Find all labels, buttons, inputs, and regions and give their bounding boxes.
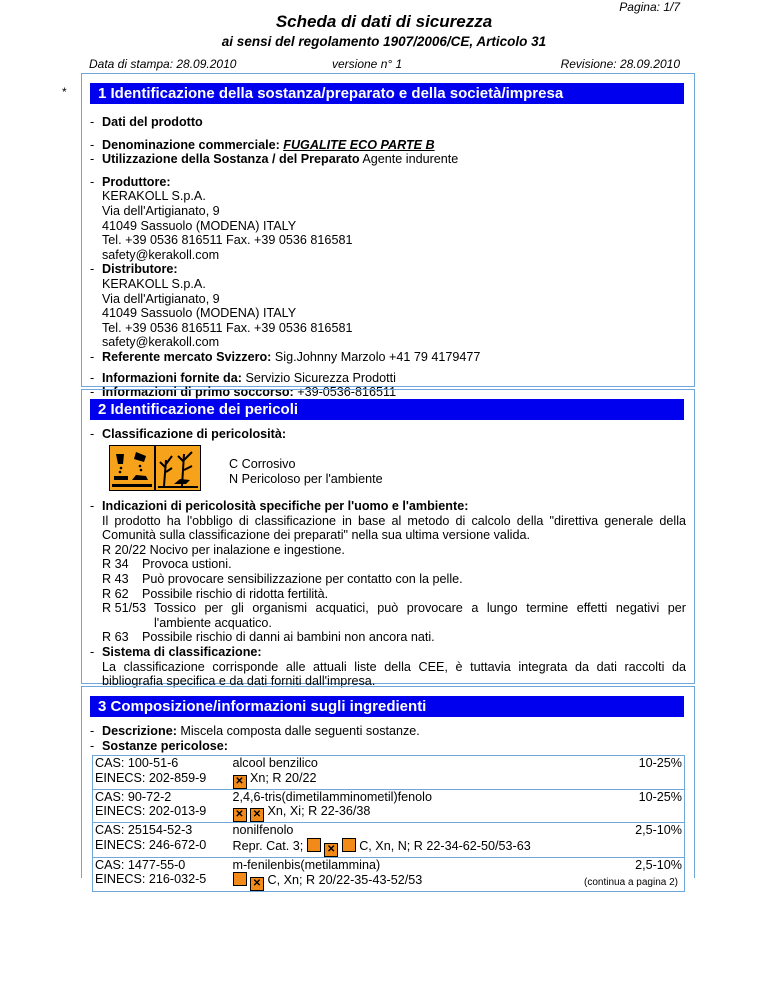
- r-text: Provoca ustioni.: [142, 557, 232, 572]
- r-code: R 62: [102, 586, 129, 601]
- irritant-icon: ✕: [250, 808, 264, 822]
- section-3-body: - Descrizione: Miscela composta dalle seguenti sostanze. - Sostanze pericolose:: [90, 724, 420, 753]
- table-row: [93, 756, 685, 771]
- classification: C, Xn, N; R 22-34-62-50/53-63: [359, 838, 531, 853]
- r-code: R 43: [102, 571, 129, 586]
- indicazioni-label: Indicazioni di pericolosità specifiche per l'uomo e l'ambiente:: [102, 499, 469, 513]
- harmful-icon: ✕: [233, 775, 247, 789]
- section-1-body: - Dati del prodotto - Denominazione commerciale: FUGALITE ECO PARTE B - Utilizzazione della Sostanza / del Preparato Agente indurente - Produttore: KERAKOLL S.p.A. Via dell'Artigianato, 9 41049 Sassuolo (MODENA) ITALY Tel. +39 0536 816511 Fax. +39 0536 816581 safety@kerakoll.com - Distributore: KERAKOLL S.p.A. Via dell'Artigianato, 9 41049 Sassuolo (MODENA) ITALY Tel. +39 0536 816511 Fax. +39 0536 816581 safety@kerakoll.com - Referente mercato Svizzero: Sig.Johnny Marzolo +41 79 4179477 - Informazioni fornite da: Servizio Sicurezza Prodotti - Informazioni di primo soccorso: +39-0536-816511: [90, 115, 686, 400]
- utilizzazione-label: Utilizzazione della Sostanza / del Preparato: [102, 152, 360, 167]
- sistema-label: Sistema di classificazione:: [102, 644, 262, 659]
- document-title: Scheda di dati di sicurezza: [275, 12, 493, 31]
- section-1-heading: 1 Identificazione della sostanza/preparato e della società/impresa: [90, 83, 684, 104]
- producer-line: KERAKOLL S.p.A.: [102, 189, 206, 204]
- r-text: Possibile rischio di ridotta fertilità.: [142, 586, 329, 601]
- r-phrase-63: [90, 630, 686, 645]
- info-value: Servizio Sicurezza Prodotti: [245, 370, 396, 385]
- r-phrase-20-22: R 20/22 Nocivo per inalazione e ingestione.: [102, 542, 345, 557]
- classification: Xn, Xi; R 22-36/38: [267, 804, 371, 818]
- substance-name: nonilfenolo: [231, 823, 625, 838]
- distributor-line: 41049 Sassuolo (MODENA) ITALY: [102, 306, 297, 321]
- environment-icon: [155, 445, 201, 491]
- harmful-icon: ✕: [250, 877, 264, 891]
- soccorso-label: Informazioni di primo soccorso:: [102, 385, 294, 400]
- corrosive-icon: [233, 872, 247, 886]
- denominazione-label: Denominazione commerciale:: [102, 137, 280, 152]
- sistema-text: La classificazione corrisponde alle attuali liste della CEE, è tuttavia integrata da dati raccolti da bibliografia specifica e da dati forniti dall'impresa.: [102, 659, 686, 689]
- section-2-heading: 2 Identificazione dei pericoli: [90, 399, 684, 420]
- r-code: R 51/53: [102, 601, 147, 616]
- sostanze-label: Sostanze pericolose:: [102, 738, 228, 753]
- distributor-line: KERAKOLL S.p.A.: [102, 276, 206, 291]
- einecs: EINECS: 202-859-9: [95, 770, 207, 785]
- producer-email: safety@kerakoll.com: [102, 247, 220, 262]
- table-row: [93, 771, 685, 790]
- einecs: EINECS: 202-013-9: [95, 804, 207, 818]
- distributor-label: Distributore:: [102, 262, 178, 277]
- cas: CAS: 90-72-2: [93, 789, 231, 804]
- section-2-indications: - Indicazioni di pericolosità specifiche per l'uomo e l'ambiente: Il prodotto ha l'obbligo di classificazione in base al metodo di calcolo della "direttiva generale della Comunità sulla classificazione dei preparati" nella sua ultima versione valida. R 20/22 Nocivo per inalazione e ingestione. R 34 Provoca ustioni. R 43 Può provocare sensibilizzazione per contatto con la pelle. R 62 Possibile rischio di ridotta fertilità. R 51/53 Tossico per gli organismi acquatici, può provocare a lungo termine effetti negativi per l'ambiente acquatico. R 63 Possibile rischio di danni ai bambini non ancora nati. - Sistema di classificazione: La classificazione corrisponde alle attuali liste della CEE, è tuttavia integrata da dati raccolti da bibliografia specifica e da dati forniti dall'impresa.: [90, 499, 686, 689]
- corrosive-label: C Corrosivo: [229, 457, 296, 471]
- r-phrase: [90, 587, 686, 602]
- percentage: 10-25%: [638, 756, 682, 770]
- table-row: [93, 857, 685, 872]
- cas: CAS: 25154-52-3: [93, 823, 231, 838]
- r-code: R 34: [102, 557, 129, 572]
- referente-value: Sig.Johnny Marzolo +41 79 4179477: [274, 349, 481, 364]
- corrosive-icon: [109, 445, 155, 491]
- info-label: Informazioni fornite da:: [102, 370, 242, 385]
- document-subtitle: ai sensi del regolamento 1907/2006/CE, Articolo 31: [221, 34, 547, 49]
- corrosive-icon: [307, 838, 321, 852]
- substance-name: alcool benzilico: [232, 756, 318, 770]
- producer-line: Tel. +39 0536 816511 Fax. +39 0536 816581: [102, 233, 353, 248]
- r-text: Possibile rischio di danni ai bambini non ancora nati.: [142, 630, 435, 645]
- environment-label: N Pericoloso per l'ambiente: [229, 471, 383, 486]
- version: versione n° 1: [332, 57, 403, 71]
- page-number: Pagina: 1/7: [619, 0, 680, 14]
- classificazione-label: Classificazione di pericolosità:: [102, 427, 287, 441]
- harmful-icon: ✕: [233, 808, 247, 822]
- distributor-line: Via dell'Artigianato, 9: [102, 291, 220, 306]
- percentage: 2,5-10%: [625, 857, 685, 872]
- table-row: [93, 789, 685, 804]
- section-1: [81, 73, 695, 400]
- r-text: Tossico per gli organismi acquatici, può provocare a lungo termine effetti negativi per l'ambiente acquatico.: [154, 601, 686, 630]
- harmful-icon: ✕: [324, 843, 338, 857]
- referente-label: Referente mercato Svizzero:: [102, 349, 272, 364]
- einecs: EINECS: 246-672-0: [95, 837, 207, 852]
- descrizione-label: Descrizione:: [102, 724, 177, 738]
- table-row: [93, 804, 685, 823]
- distributor-email: safety@kerakoll.com: [102, 335, 220, 350]
- section-2-body: - Classificazione di pericolosità:: [90, 427, 287, 441]
- einecs: EINECS: 216-032-5: [95, 872, 207, 886]
- environment-icon: [342, 838, 356, 852]
- distributor-line: Tel. +39 0536 816511 Fax. +39 0536 816581: [102, 320, 353, 335]
- r-phrase: [90, 572, 686, 587]
- utilizzazione-value: Agente indurente: [362, 152, 459, 167]
- classification: C, Xn; R 20/22-35-43-52/53: [267, 873, 423, 887]
- r-phrase-51-53: [90, 601, 686, 630]
- descrizione-value: Miscela composta dalle seguenti sostanze.: [180, 724, 420, 738]
- r-text: Può provocare sensibilizzazione per contatto con la pelle.: [142, 571, 463, 586]
- producer-label: Produttore:: [102, 174, 171, 189]
- section-3-heading: 3 Composizione/informazioni sugli ingredienti: [90, 696, 684, 717]
- substance-name: m-fenilenbis(metilammina): [231, 857, 625, 872]
- r-phrase: [90, 557, 686, 572]
- r-code: R 63: [102, 630, 129, 645]
- percentage: 2,5-10%: [625, 823, 685, 838]
- producer-line: Via dell'Artigianato, 9: [102, 203, 220, 218]
- revision: Revisione: 28.09.2010: [560, 57, 680, 71]
- pictogram-legend: [229, 457, 383, 486]
- classification-prefix: Repr. Cat. 3;: [232, 838, 304, 853]
- ingredients-table: [92, 755, 685, 892]
- table-row: [93, 838, 685, 858]
- soccorso-value: +39-0536-816511: [297, 385, 397, 400]
- continue-note: (continua a pagina 2): [584, 877, 678, 888]
- section-2: [81, 389, 695, 689]
- indicazioni-text: Il prodotto ha l'obbligo di classificazione in base al metodo di calcolo della "direttiva generale della Comunità sulla classificazione dei preparati" nella sua ultima versione valida.: [102, 513, 686, 543]
- percentage: 10-25%: [625, 789, 685, 804]
- revision-marker: *: [62, 85, 67, 99]
- producer-line: 41049 Sassuolo (MODENA) ITALY: [102, 218, 297, 233]
- print-date: Data di stampa: 28.09.2010: [89, 57, 237, 71]
- classification: Xn; R 20/22: [250, 770, 317, 785]
- product-name: FUGALITE ECO PARTE B: [283, 137, 435, 152]
- table-row: [93, 823, 685, 838]
- dati-label: Dati del prodotto: [102, 115, 203, 129]
- cas: CAS: 1477-55-0: [93, 857, 231, 872]
- cas: CAS: 100-51-6: [95, 756, 179, 770]
- substance-name: 2,4,6-tris(dimetilamminometil)fenolo: [231, 789, 625, 804]
